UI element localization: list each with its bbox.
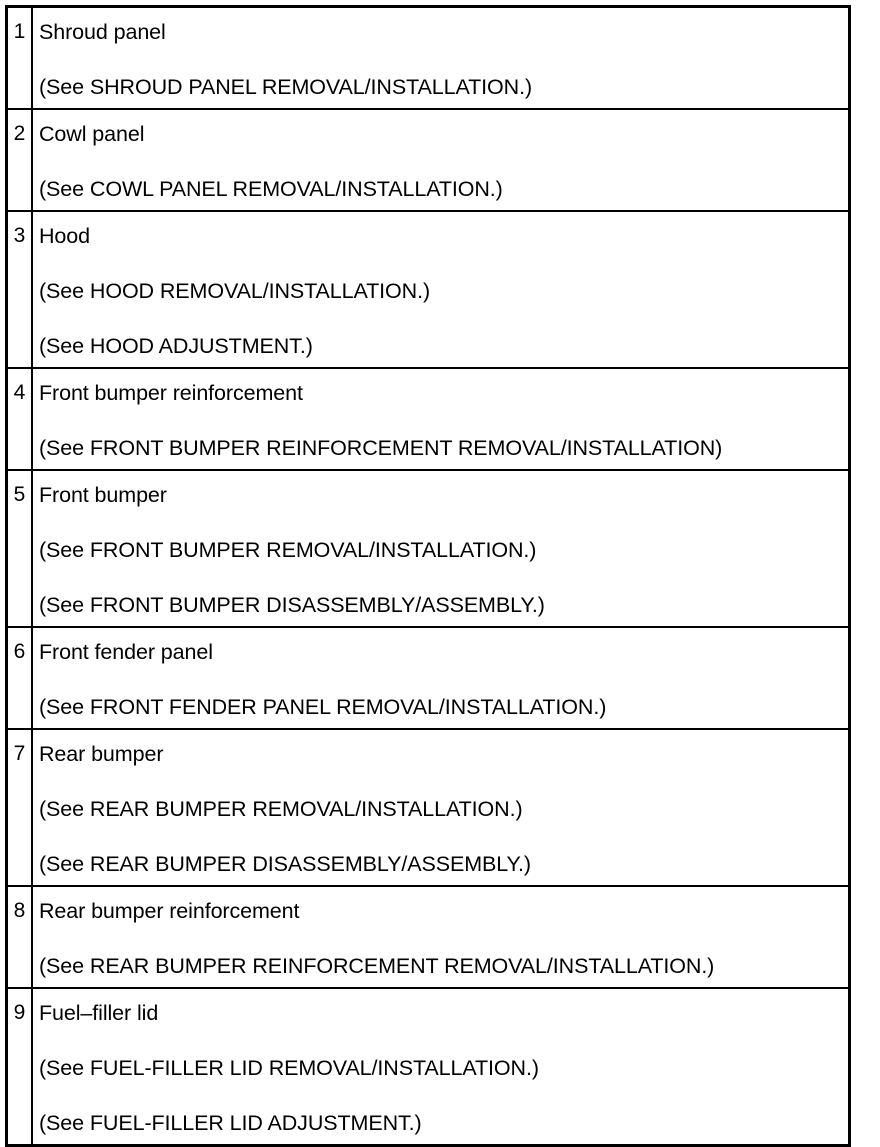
row-content bbox=[32, 7, 850, 110]
reference-link[interactable]: (See REAR BUMPER REMOVAL/INSTALLATION.) bbox=[39, 797, 523, 821]
part-name: Front bumper bbox=[39, 483, 167, 507]
reference-link[interactable]: (See FRONT BUMPER DISASSEMBLY/ASSEMBLY.) bbox=[39, 593, 545, 617]
table-row bbox=[7, 470, 850, 627]
part-name: Rear bumper reinforcement bbox=[39, 899, 300, 923]
row-number: 3 bbox=[7, 211, 33, 368]
table-row bbox=[7, 211, 850, 368]
reference-link[interactable]: (See FUEL-FILLER LID REMOVAL/INSTALLATION.) bbox=[39, 1056, 539, 1080]
row-number: 5 bbox=[7, 470, 33, 627]
row-number: 4 bbox=[7, 368, 33, 470]
row-content bbox=[32, 211, 850, 368]
table-row bbox=[7, 368, 850, 470]
table-row bbox=[7, 7, 850, 110]
table-row bbox=[7, 109, 850, 211]
row-number: 2 bbox=[7, 109, 33, 211]
row-content bbox=[32, 368, 850, 470]
part-name: Cowl panel bbox=[39, 122, 145, 146]
row-content bbox=[32, 988, 850, 1146]
reference-link[interactable]: (See COWL PANEL REMOVAL/INSTALLATION.) bbox=[39, 177, 503, 201]
part-name: Fuel–filler lid bbox=[39, 1001, 159, 1025]
part-name: Hood bbox=[39, 224, 90, 248]
reference-link[interactable]: (See FRONT BUMPER REMOVAL/INSTALLATION.) bbox=[39, 538, 537, 562]
reference-link[interactable]: (See FRONT BUMPER REINFORCEMENT REMOVAL/INSTALLATION) bbox=[39, 436, 723, 460]
reference-link[interactable]: (See SHROUD PANEL REMOVAL/INSTALLATION.) bbox=[39, 75, 532, 99]
row-number: 1 bbox=[7, 7, 33, 110]
row-content bbox=[32, 886, 850, 988]
part-name: Front bumper reinforcement bbox=[39, 381, 303, 405]
row-content bbox=[32, 109, 850, 211]
reference-link[interactable]: (See HOOD ADJUSTMENT.) bbox=[39, 334, 313, 358]
reference-link[interactable]: (See REAR BUMPER DISASSEMBLY/ASSEMBLY.) bbox=[39, 852, 531, 876]
row-content bbox=[32, 729, 850, 886]
row-number: 9 bbox=[7, 988, 33, 1146]
reference-link[interactable]: (See REAR BUMPER REINFORCEMENT REMOVAL/INSTALLATION.) bbox=[39, 954, 715, 978]
row-content bbox=[32, 627, 850, 729]
reference-link[interactable]: (See HOOD REMOVAL/INSTALLATION.) bbox=[39, 279, 431, 303]
table-row bbox=[7, 886, 850, 988]
table-row bbox=[7, 627, 850, 729]
parts-table bbox=[5, 5, 851, 1147]
part-name: Shroud panel bbox=[39, 20, 166, 44]
row-number: 7 bbox=[7, 729, 33, 886]
row-content bbox=[32, 470, 850, 627]
row-number: 8 bbox=[7, 886, 33, 988]
part-name: Front fender panel bbox=[39, 640, 213, 664]
part-name: Rear bumper bbox=[39, 742, 164, 766]
table-row bbox=[7, 988, 850, 1146]
row-number: 6 bbox=[7, 627, 33, 729]
table-row bbox=[7, 729, 850, 886]
reference-link[interactable]: (See FUEL-FILLER LID ADJUSTMENT.) bbox=[39, 1111, 422, 1135]
reference-link[interactable]: (See FRONT FENDER PANEL REMOVAL/INSTALLATION.) bbox=[39, 695, 607, 719]
